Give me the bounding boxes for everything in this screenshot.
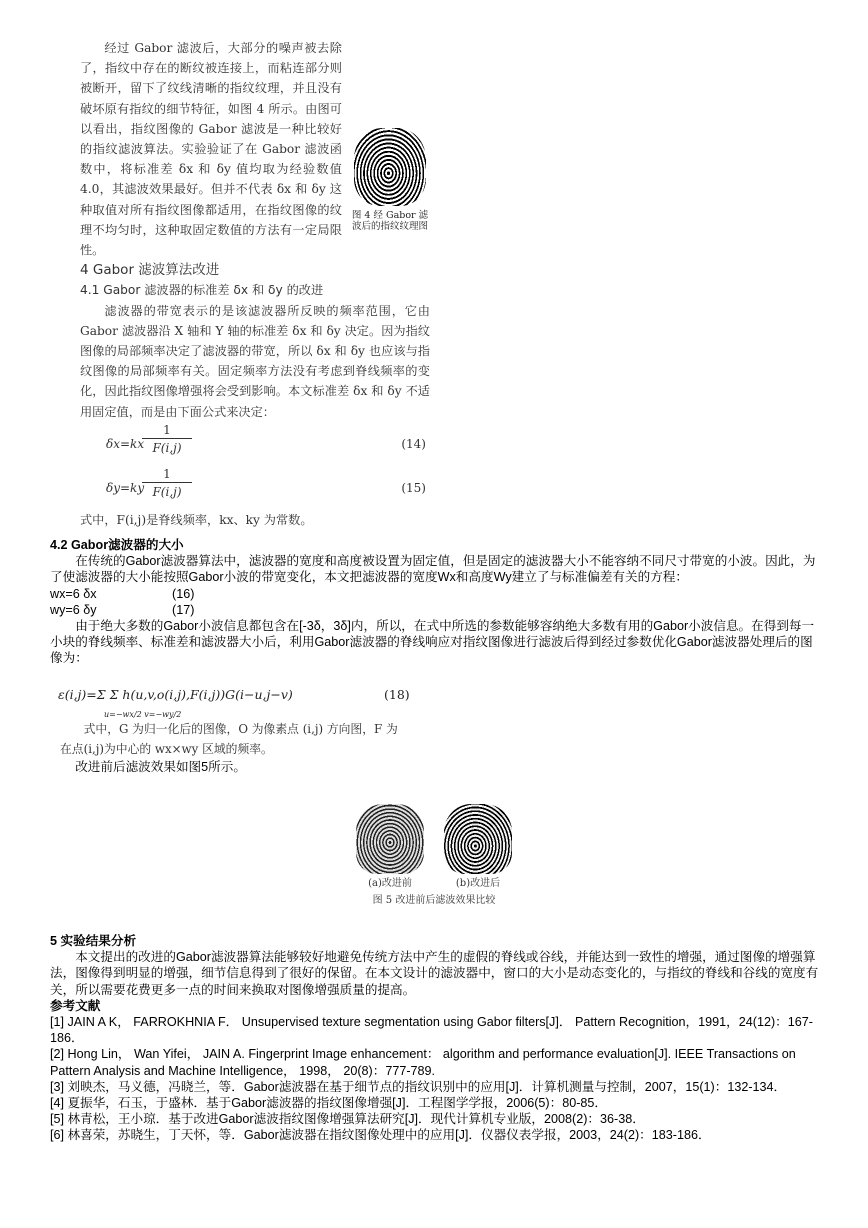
equation-16: wx=6 δx (16) <box>50 586 195 601</box>
equation-15: δy=ky $\frac{1}{F(i,j)}$ (15) <box>106 466 426 499</box>
equation-17: wy=6 δy (17) <box>50 602 195 617</box>
paragraph-gabor-result: 经过 Gabor 滤波后，大部分的噪声被去除了，指纹中存在的断纹被连接上，而粘连部分则被断开，留下了纹线清晰的指纹纹理，并且没有破坏原有指纹的细节特征，如图 4 所示。由图可以看出，指纹图像的 Gabor 滤波是一种比较好的指纹滤波算法。实验验证了在 Gabor 滤波函数中，将标准差 δx 和 δy 值均取为经验数值 4.0，其滤波效果最好。但并不代表 δx 和 δy 这种取值对所有指纹图像都适用，在指纹图像的纹理不均匀时，这种取固定数值的方法有一定局限性。 <box>80 41 342 258</box>
figure-4 <box>350 128 430 232</box>
heading-section-4: 4 Gabor 滤波算法改进 <box>80 262 220 279</box>
paragraph-eq18-explain: 式中，G 为归一化后的图像，O 为像素点 (i,j) 方向图，F 为在点(i,j)为中心的 wx×wy 区域的频率。 <box>60 721 398 756</box>
label-after: (b)改进后 <box>455 878 501 889</box>
figure-5-caption: 图 5 改进前后滤波效果比较 <box>372 895 496 906</box>
reference-item: [1] JAIN A K， FARROKHNIA F． Unsupervised texture segmentation using Gabor filters[J]． Pattern Recognition，1991，24(12)：167-186． <box>50 1015 813 1046</box>
paragraph-fig5-ref: 改进前后滤波效果如图5所示。 <box>75 759 246 774</box>
heading-section-5: 5 实验结果分析 <box>50 934 137 948</box>
reference-item: [6] 林喜荣，苏晓生，丁天怀，等．Gabor滤波器在指纹图像处理中的应用[J]．仪器仪表学报，2003，24(2)：183-186． <box>50 1128 711 1143</box>
section-4-2 <box>50 537 822 775</box>
paragraph-gabor-info: 由于绝大多数的Gabor小波信息都包含在[-3δ，3δ]内，所以，在式中所选的参数能够容纳绝大多数有用的Gabor小波信息。在得到每一小块的脊线频率、标准差和滤波器大小后，利用Gabor滤波器的脊线响应对指纹图像进行滤波后得到经过参数优化Gabor滤波器处理后的图像为： <box>50 619 815 666</box>
equation-14: δx=kx $\frac{1}{F(i,j)}$ (14) <box>106 422 426 455</box>
fingerprint-after-image <box>444 804 512 874</box>
paragraph-filter-size: 在传统的Gabor滤波器算法中，滤波器的宽度和高度被设置为固定值，但是固定的滤波器大小不能容纳不同尺寸带宽的小波。因此，为了使滤波器的大小能按照Gabor小波的带宽变化，本文把滤波器的宽度Wx和高度Wy建立了与标准偏差有关的方程： <box>50 554 816 585</box>
reference-item: [5] 林青松，王小琼．基于改进Gabor滤波指纹图像增强算法研究[J]．现代计算机专业版，2008(2)：36-38． <box>50 1112 645 1127</box>
heading-section-4-1: 4.1 Gabor 滤波器的标准差 δx 和 δy 的改进 <box>80 283 324 298</box>
reference-item: [4] 夏振华，石玉，于盛林．基于Gabor滤波器的指纹图像增强[J]．工程图学学报，2006(5)：80-85． <box>50 1096 608 1111</box>
reference-item: [3] 刘映杰，马义德，冯晓兰，等．Gabor滤波器在基于细节点的指纹识别中的应用[J]．计算机测量与控制，2007，15(1)：132-134． <box>50 1079 787 1094</box>
heading-references: 参考文献 <box>50 998 101 1013</box>
section-5 <box>50 933 822 1144</box>
label-before: (a)改进前 <box>368 878 412 889</box>
figure-4-caption: 图 4 经 Gabor 滤波后的指纹纹理图 <box>351 210 429 232</box>
fingerprint-before-image <box>356 804 424 874</box>
scanned-text-block <box>80 38 430 530</box>
fingerprint-image <box>354 128 426 206</box>
paragraph-ridge-frequency: 式中，F(i,j)是脊线频率，kx、ky 为常数。 <box>80 512 313 527</box>
paragraph-results: 本文提出的改进的Gabor滤波器算法能够较好地避免传统方法中产生的虚假的脊线或谷线，并能达到一致性的增强，通过图像的增强算法，图像得到明显的增强，细节信息得到了很好的保留。在本文设计的滤波器中，窗口的大小是动态变化的，与指纹的脊线和谷线的宽度有关，所以需要花费更多一点的时间来换取对图像增强质量的提高。 <box>50 950 819 997</box>
equation-18: ε(i,j)=Σ Σ h(u,v,o(i,j),F(i,j))G(i−u,j−v) u=−wx/2 v=−wy/2 (18) <box>58 686 410 719</box>
figure-5 <box>352 804 516 906</box>
reference-item: [2] Hong Lin， Wan Yifei， JAIN A. Fingerprint Image enhancement： algorithm and performance evaluation[J]. IEEE Transactions on Pattern Analysis and Machine Intelligence， 1998， 20(8)：777-789. <box>50 1047 796 1078</box>
paragraph-bandwidth: 滤波器的带宽表示的是该滤波器所反映的频率范围，它由 Gabor 滤波器沿 X 轴和 Y 轴的标准差 δx 和 δy 决定。因为指纹图像的局部频率决定了滤波器的带宽，所以 δx 和 δy 也应该与指纹图像的局部频率有关。固定频率方法没有考虑到脊线频率的变化，因此指纹图像增强将会受到影响。本文标准差 δx 和 δy 不适用固定值，而是由下面公式来决定： <box>80 303 430 419</box>
heading-section-4-2: 4.2 Gabor滤波器的大小 <box>50 538 184 552</box>
